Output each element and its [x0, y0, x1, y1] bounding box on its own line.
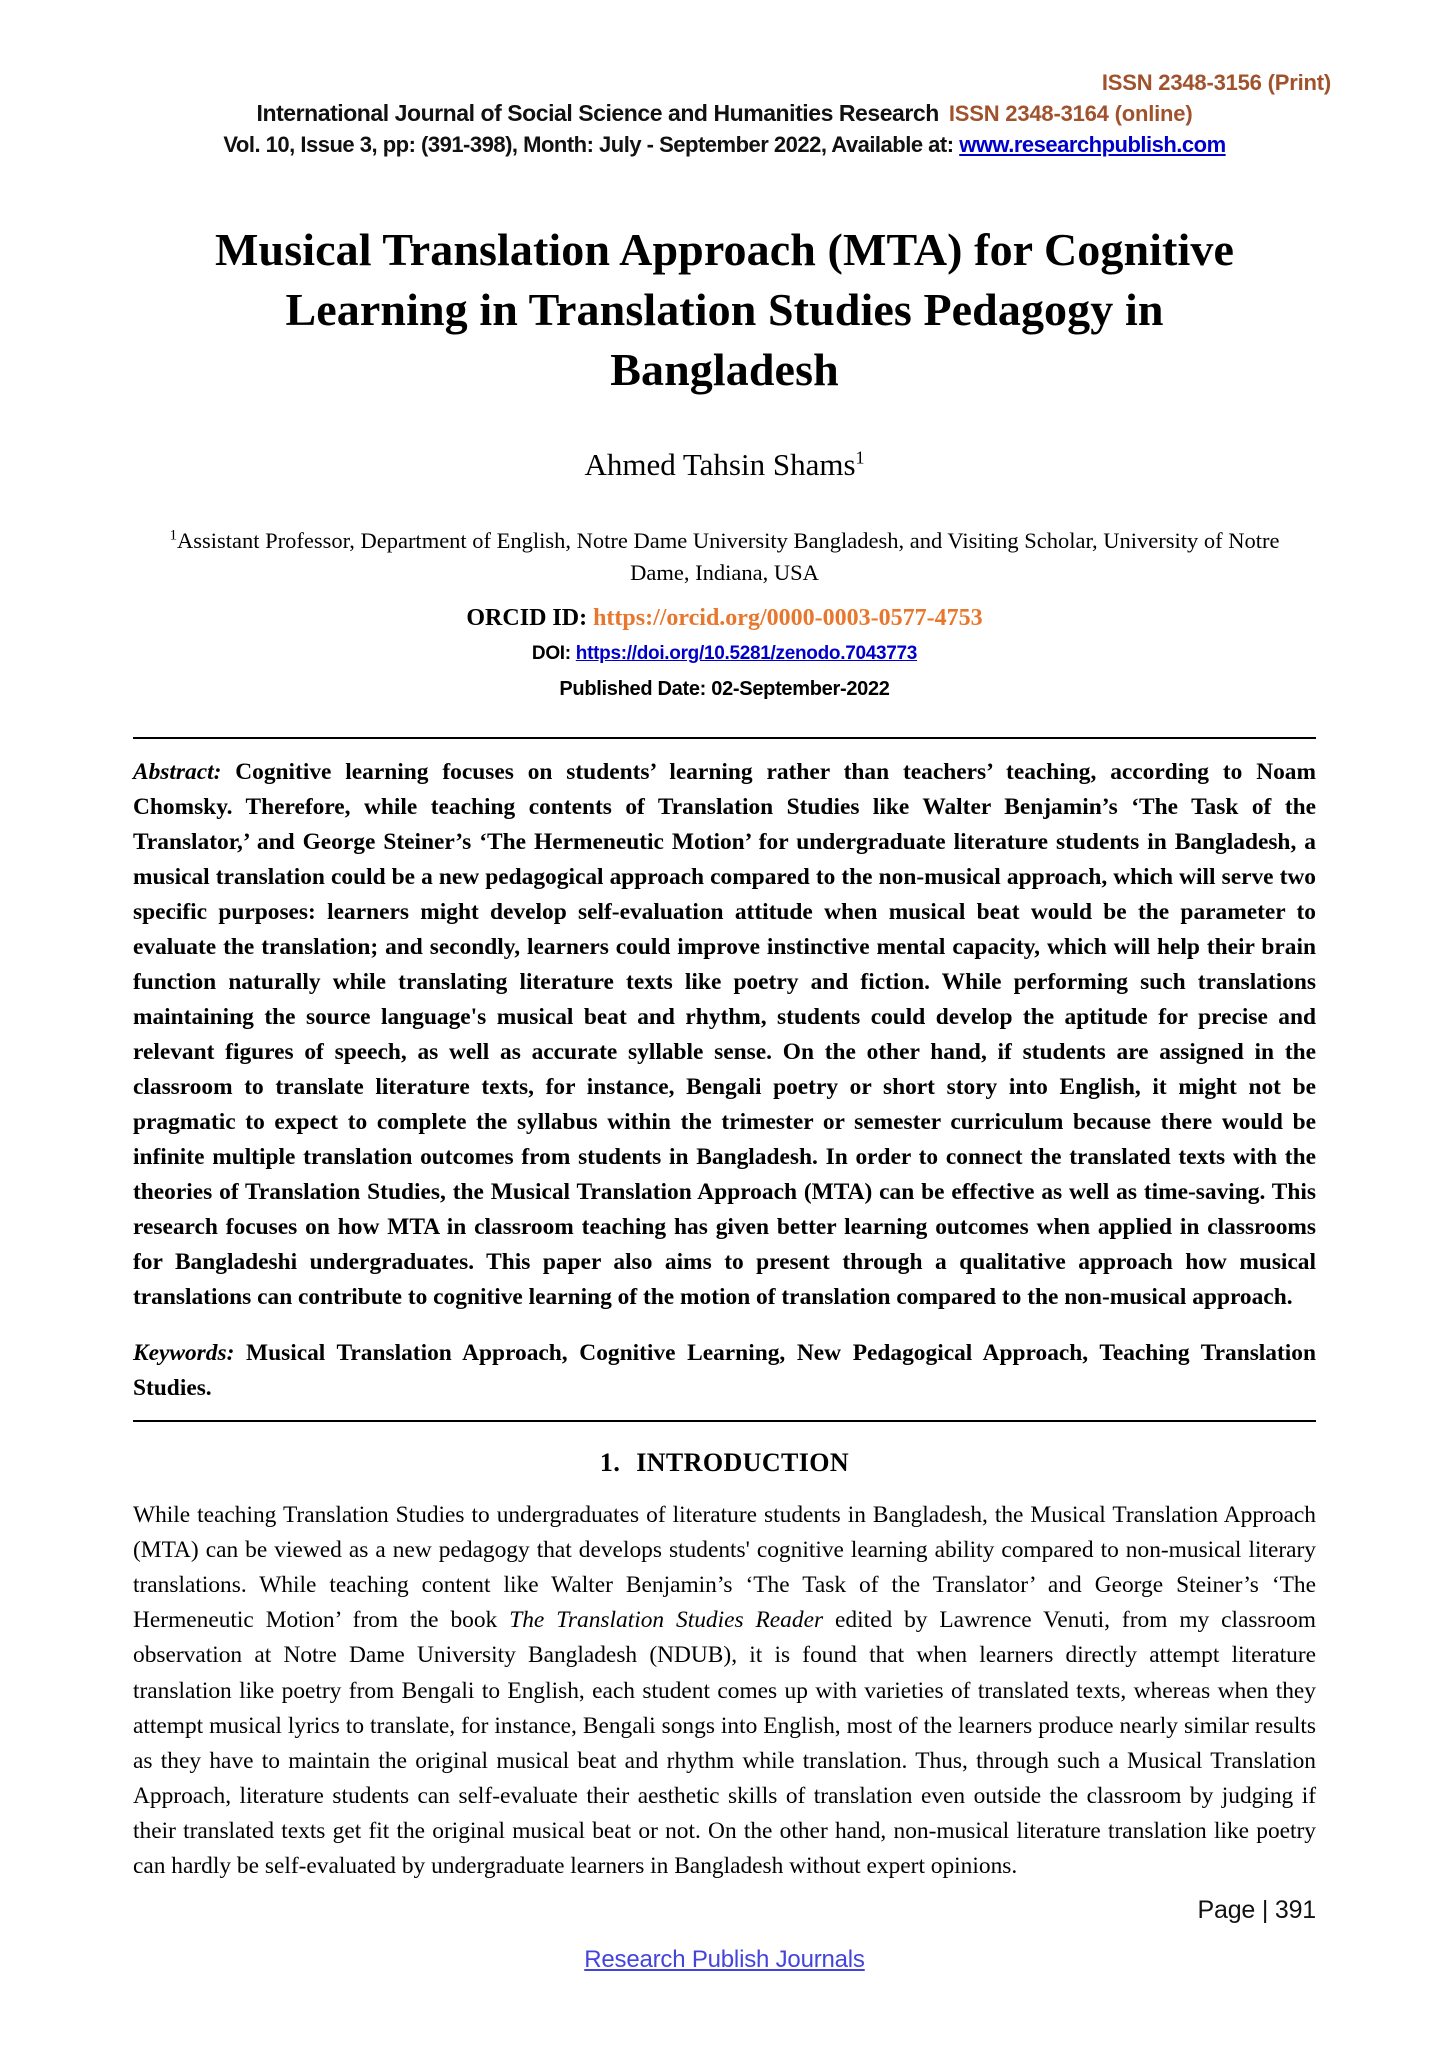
abstract-label: Abstract: — [133, 759, 222, 786]
abstract-block — [133, 737, 1316, 1406]
volume-issue-line — [118, 132, 1331, 158]
doi-link[interactable]: https://doi.org/10.5281/zenodo.7043773 — [575, 643, 918, 665]
section-heading-introduction — [0, 1448, 1449, 1478]
page-footer — [0, 1896, 1449, 2006]
author-name — [0, 447, 1449, 483]
abstract-paragraph — [133, 755, 1316, 1315]
publisher-footer-link[interactable]: Research Publish Journals — [584, 1946, 865, 1973]
issn-print: ISSN 2348-3156 (Print) — [1101, 70, 1331, 95]
abstract-bottom-rule — [133, 1420, 1316, 1422]
issn-online: ISSN 2348-3164 (online) — [948, 101, 1193, 126]
introduction-text-part2: edited by Lawrence Venuti, from my classroom observation at Notre Dame University Bangladesh (NDUB), it is found that when learners directly attempt literature translation like poetry from Bengali to English, each student comes up with varieties of translated texts, whereas when they attempt musical lyrics to translate, for instance, Bengali songs into English, most of the learners produce nearly similar results as they have to maintain the original musical beat and rhythm while translation. Thus, through such a Musical Translation Approach, literature students can self-evaluate their aesthetic skills of translation even outside the classroom by judging if their translated texts get fit the original musical beat or not. On the other hand, non-musical literature translation like poetry can hardly be self-evaluated by undergraduate learners in Bangladesh without expert opinions. — [133, 1607, 1316, 1880]
volume-issue-text: Vol. 10, Issue 3, pp: (391-398), Month: July - September 2022, Available at: — [223, 132, 954, 157]
affiliation-text: Assistant Professor, Department of English, Notre Dame University Bangladesh, and Visiting Scholar, University of Notre Dame, Indiana, USA — [177, 528, 1280, 586]
journal-title: International Journal of Social Science and Humanities Research — [256, 100, 939, 126]
published-date: Published Date: 02-September-2022 — [559, 678, 890, 701]
affiliation-footnote-marker: 1 — [169, 527, 177, 544]
orcid-link[interactable]: https://orcid.org/0000-0003-0577-4753 — [593, 605, 983, 632]
masthead — [0, 0, 1449, 158]
section-title: INTRODUCTION — [636, 1447, 850, 1477]
page-number: Page | 391 — [1197, 1896, 1316, 1924]
author-name-text: Ahmed Tahsin Shams — [584, 447, 856, 483]
introduction-text-part1: While teaching Translation Studies to undergraduates of literature students in Bangladesh, the Musical Translation Approach (MTA) can be viewed as a new pedagogy that develops students' cognitive learning ability compared to non-musical literary translations. While teaching content like Walter Benjamin’s ‘The Task of the Translator’ and George Steiner’s ‘The Hermeneutic Motion’ from the book — [133, 1501, 1316, 1634]
orcid-line — [0, 605, 1449, 632]
page-title: Musical Translation Approach (MTA) for Cognitive Learning in Translation Studies Pedagogy in Bangladesh — [215, 224, 1234, 395]
doi-label: DOI: — [531, 643, 571, 665]
keywords-label: Keywords: — [133, 1340, 235, 1367]
doi-line — [0, 643, 1449, 665]
masthead-journal-row — [118, 100, 1331, 127]
section-number: 1. — [599, 1447, 621, 1477]
introduction-paragraph — [133, 1498, 1316, 1884]
orcid-label: ORCID ID: — [466, 605, 588, 632]
keywords-text: Musical Translation Approach, Cognitive Learning, New Pedagogical Approach, Teaching Translation Studies. — [133, 1340, 1316, 1401]
keywords-paragraph — [133, 1336, 1316, 1406]
book-title-italic: The Translation Studies Reader — [509, 1607, 824, 1634]
abstract-text: Cognitive learning focuses on students’ learning rather than teachers’ teaching, according to Noam Chomsky. Therefore, while teaching contents of Translation Studies like Walter Benjamin’s ‘The Task of the Translator,’ and George Steiner’s ‘The Hermeneutic Motion’ for undergraduate literature students in Bangladesh, a musical translation could be a new pedagogical approach compared to the non-musical approach, which will serve two specific purposes: learners might develop self-evaluation attitude when musical beat would be the parameter to evaluate the translation; and secondly, learners could improve instinctive mental capacity, which will help their brain function naturally while translating literature texts like poetry and fiction. While performing such translations maintaining the source language's musical beat and rhythm, students could develop the aptitude for precise and relevant figures of speech, as well as accurate syllable sense. On the other hand, if students are assigned in the classroom to translate literature texts, for instance, Bengali poetry or short story into English, it might not be pragmatic to expect to complete the syllabus within the trimester or semester curriculum because there would be infinite multiple translation outcomes from students in Bangladesh. In order to connect the translated texts with the theories of Translation Studies, the Musical Translation Approach (MTA) can be effective as well as time-saving. This research focuses on how MTA in classroom teaching has given better learning outcomes when applied in classrooms for Bangladeshi undergraduates. This paper also aims to present through a qualitative approach how musical translations can contribute to cognitive learning of the motion of translation compared to the non-musical approach. — [133, 759, 1316, 1311]
author-affiliation — [147, 525, 1302, 589]
author-footnote-marker: 1 — [855, 448, 865, 469]
publisher-website-link[interactable]: www.researchpublish.com — [959, 132, 1226, 157]
